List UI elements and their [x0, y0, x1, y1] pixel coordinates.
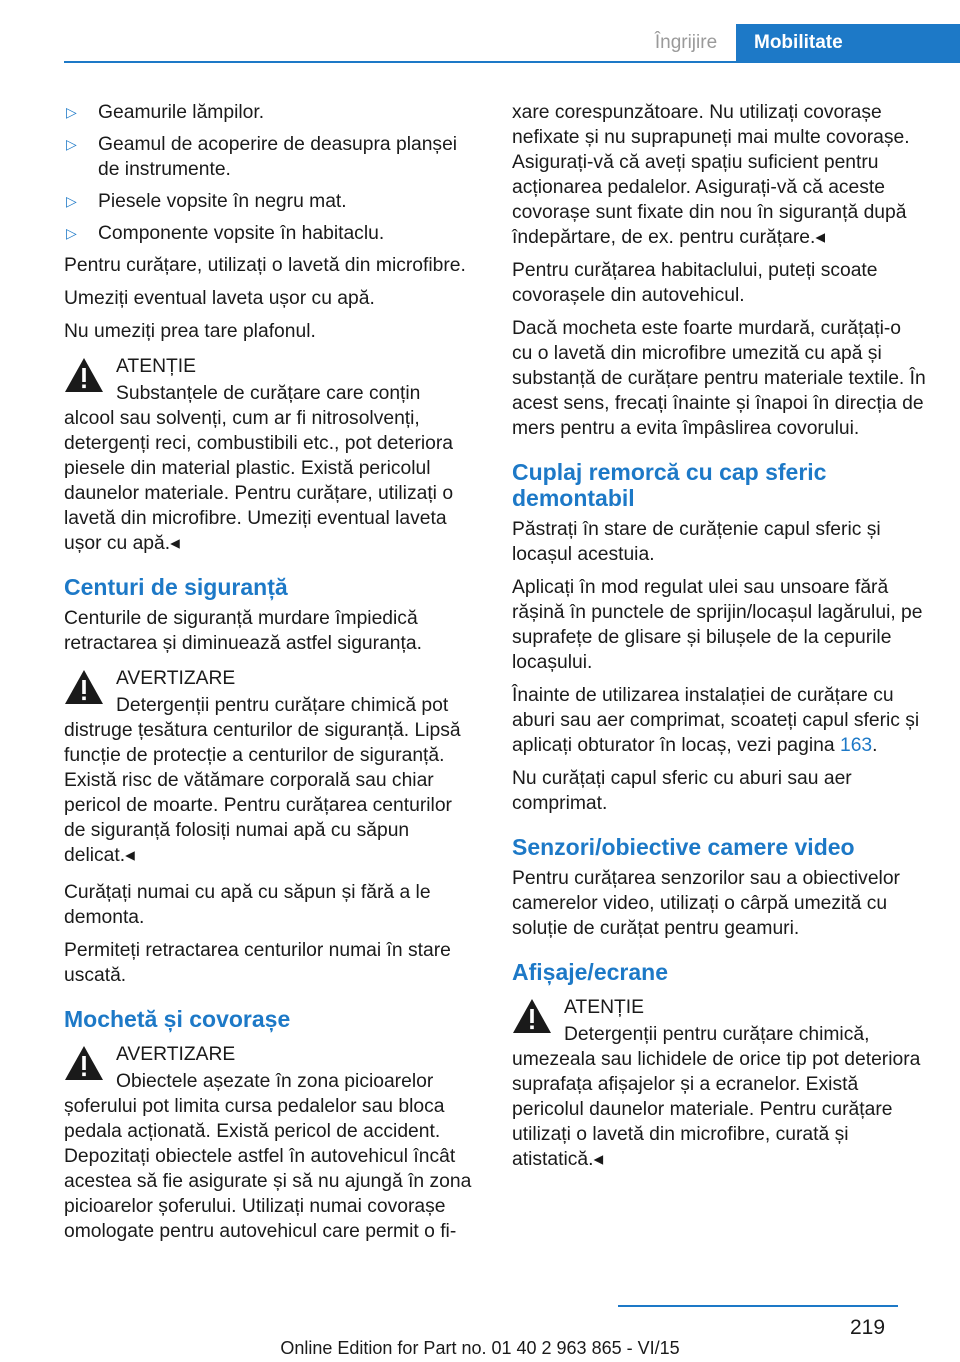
list-item: ▷ Geamul de acoperire de deasupra planșei de instrumente. — [64, 132, 476, 182]
warning-block — [64, 666, 476, 868]
page-header — [0, 0, 960, 62]
edition-footer: Online Edition for Part no. 01 40 2 963 865 - VI/15 — [280, 1338, 680, 1358]
warning-triangle-icon — [64, 1045, 104, 1081]
warning-triangle-icon — [64, 669, 104, 705]
warning-block — [512, 995, 926, 1172]
paragraph: Umeziți eventual laveta ușor cu apă. — [64, 288, 375, 309]
warning-title: AVERTIZARE — [116, 1044, 236, 1065]
warning-text: Substanțele de curățare care conțin alcool sau solvenți, cum ar fi nitrosolvenți, detergenți reci, combustibili etc., pot deteriora piesele din material plastic. Există pericolul daunelor materiale. Pentru curățare, utilizați o lavetă din microfibre. Umeziți eventual laveta ușor cu apă.◂ — [64, 383, 454, 554]
footer-divider — [618, 1305, 898, 1307]
paragraph: Nu umeziți prea tare plafonul. — [64, 321, 316, 342]
paragraph: Pentru curățarea senzorilor sau a obiectivelor camerelor video, utilizați o cârpă umezită cu soluție de curățat pentru geamuri. — [512, 868, 900, 939]
paragraph: Permiteți retractarea centurilor numai în stare uscată. — [64, 940, 451, 986]
paragraph — [512, 683, 926, 758]
paragraph: Păstrați în stare de curățenie capul sferic și locașul acestuia. — [512, 519, 881, 565]
list-item: ▷ Piesele vopsite în negru mat. — [64, 189, 476, 214]
paragraph: Curățați numai cu apă cu săpun și fără a le demonta. — [64, 882, 431, 928]
warning-title: AVERTIZARE — [116, 668, 236, 689]
paragraph: Centurile de siguranță murdare împiedică retractarea și diminuează astfel siguranța. — [64, 608, 422, 654]
page-reference-link[interactable]: 163 — [839, 735, 873, 756]
right-column — [512, 100, 926, 1184]
section-heading: Cuplaj remorcă cu cap sferic demontabil — [512, 459, 827, 511]
warning-text: Obiectele așezate în zona picioarelor șoferului pot limita cursa pedalelor sau bloca pedala acționată. Există pericol de accident. Depozitați obiectele astfel în autovehicul încât acestea să fie asigurate și să nu ajungă în zona picioarelor șoferului. Utilizați numai covorașe omologate pentru autovehicul care permit o fi- — [64, 1071, 472, 1242]
paragraph: Pentru curățare, utilizați o lavetă din microfibre. — [64, 255, 466, 276]
paragraph: xare corespunzătoare. Nu utilizați covorașe nefixate și nu suprapuneți mai multe covorașe. Asigurați-vă că aveți spațiu suficient pentru acționarea pedalelor. Asigurați-vă că aceste covorașe sunt fixate din nou în siguranță după îndepărtare, de ex. pentru curățare.◂ — [512, 102, 910, 248]
paragraph: Nu curățați capul sferic cu aburi sau aer comprimat. — [512, 768, 852, 814]
section-heading: Afișaje/ecrane — [512, 959, 668, 985]
paragraph: Aplicați în mod regulat ulei sau unsoare fără rășină în punctele de sprijin/locașul lagărului, pe suprafețe de glisare și bilușele de la cepurile locașului. — [512, 577, 923, 673]
warning-triangle-icon — [512, 998, 552, 1034]
section-heading: Senzori/obiective camere video — [512, 834, 855, 860]
warning-block — [64, 354, 476, 556]
list-item: ▷ Geamurile lămpilor. — [64, 100, 476, 125]
paragraph: Dacă mocheta este foarte murdară, curățați-o cu o lavetă din microfibre umezită cu apă și substanță de curățare pentru materiale textile. În acest sens, frecați înainte și înapoi în direcția de mers pentru a evita împâslirea covorului. — [512, 318, 926, 439]
page-number: 219 — [850, 1316, 886, 1339]
section-heading: Centuri de siguranță — [64, 574, 288, 600]
warning-title: ATENȚIE — [116, 356, 196, 377]
header-divider — [64, 61, 960, 63]
warning-block — [64, 1042, 476, 1244]
paragraph: Pentru curățarea habitaclului, puteți scoate covorașele din autovehicul. — [512, 260, 878, 306]
tab-ingrijire[interactable]: Îngrijire — [654, 32, 718, 53]
warning-title: ATENȚIE — [564, 997, 644, 1018]
paragraph-text: Înainte de utilizarea instalației de curățare cu aburi sau aer comprimat, scoateți capul sferic și aplicați obturator în locaș, vezi pagina — [512, 685, 920, 756]
bullet-list — [64, 100, 476, 246]
section-heading: Mochetă și covorașe — [64, 1006, 291, 1032]
warning-text: Detergenții pentru curățare chimică pot distruge țesătura centurilor de siguranță. Lipsă funcție de protecție a centurilor de siguranță. Există risc de vătămare corporală sau chiar pericol de moarte. Pentru curățarea centurilor de siguranță folosiți numai apă cu săpun delicat.◂ — [64, 695, 461, 866]
tab-mobilitate[interactable]: Mobilitate — [736, 24, 960, 62]
warning-triangle-icon — [64, 357, 104, 393]
paragraph-text: . — [872, 735, 878, 756]
list-item: ▷ Componente vopsite în habitaclu. — [64, 221, 476, 246]
warning-text: Detergenții pentru curățare chimică, umezeala sau lichidele de orice tip pot deteriora suprafața afișajelor și a ecranelor. Există pericolul daunelor materiale. Pentru curățare utilizați o lavetă din microfibre, curată și atistatică.◂ — [512, 1024, 921, 1170]
left-column — [64, 100, 476, 1256]
